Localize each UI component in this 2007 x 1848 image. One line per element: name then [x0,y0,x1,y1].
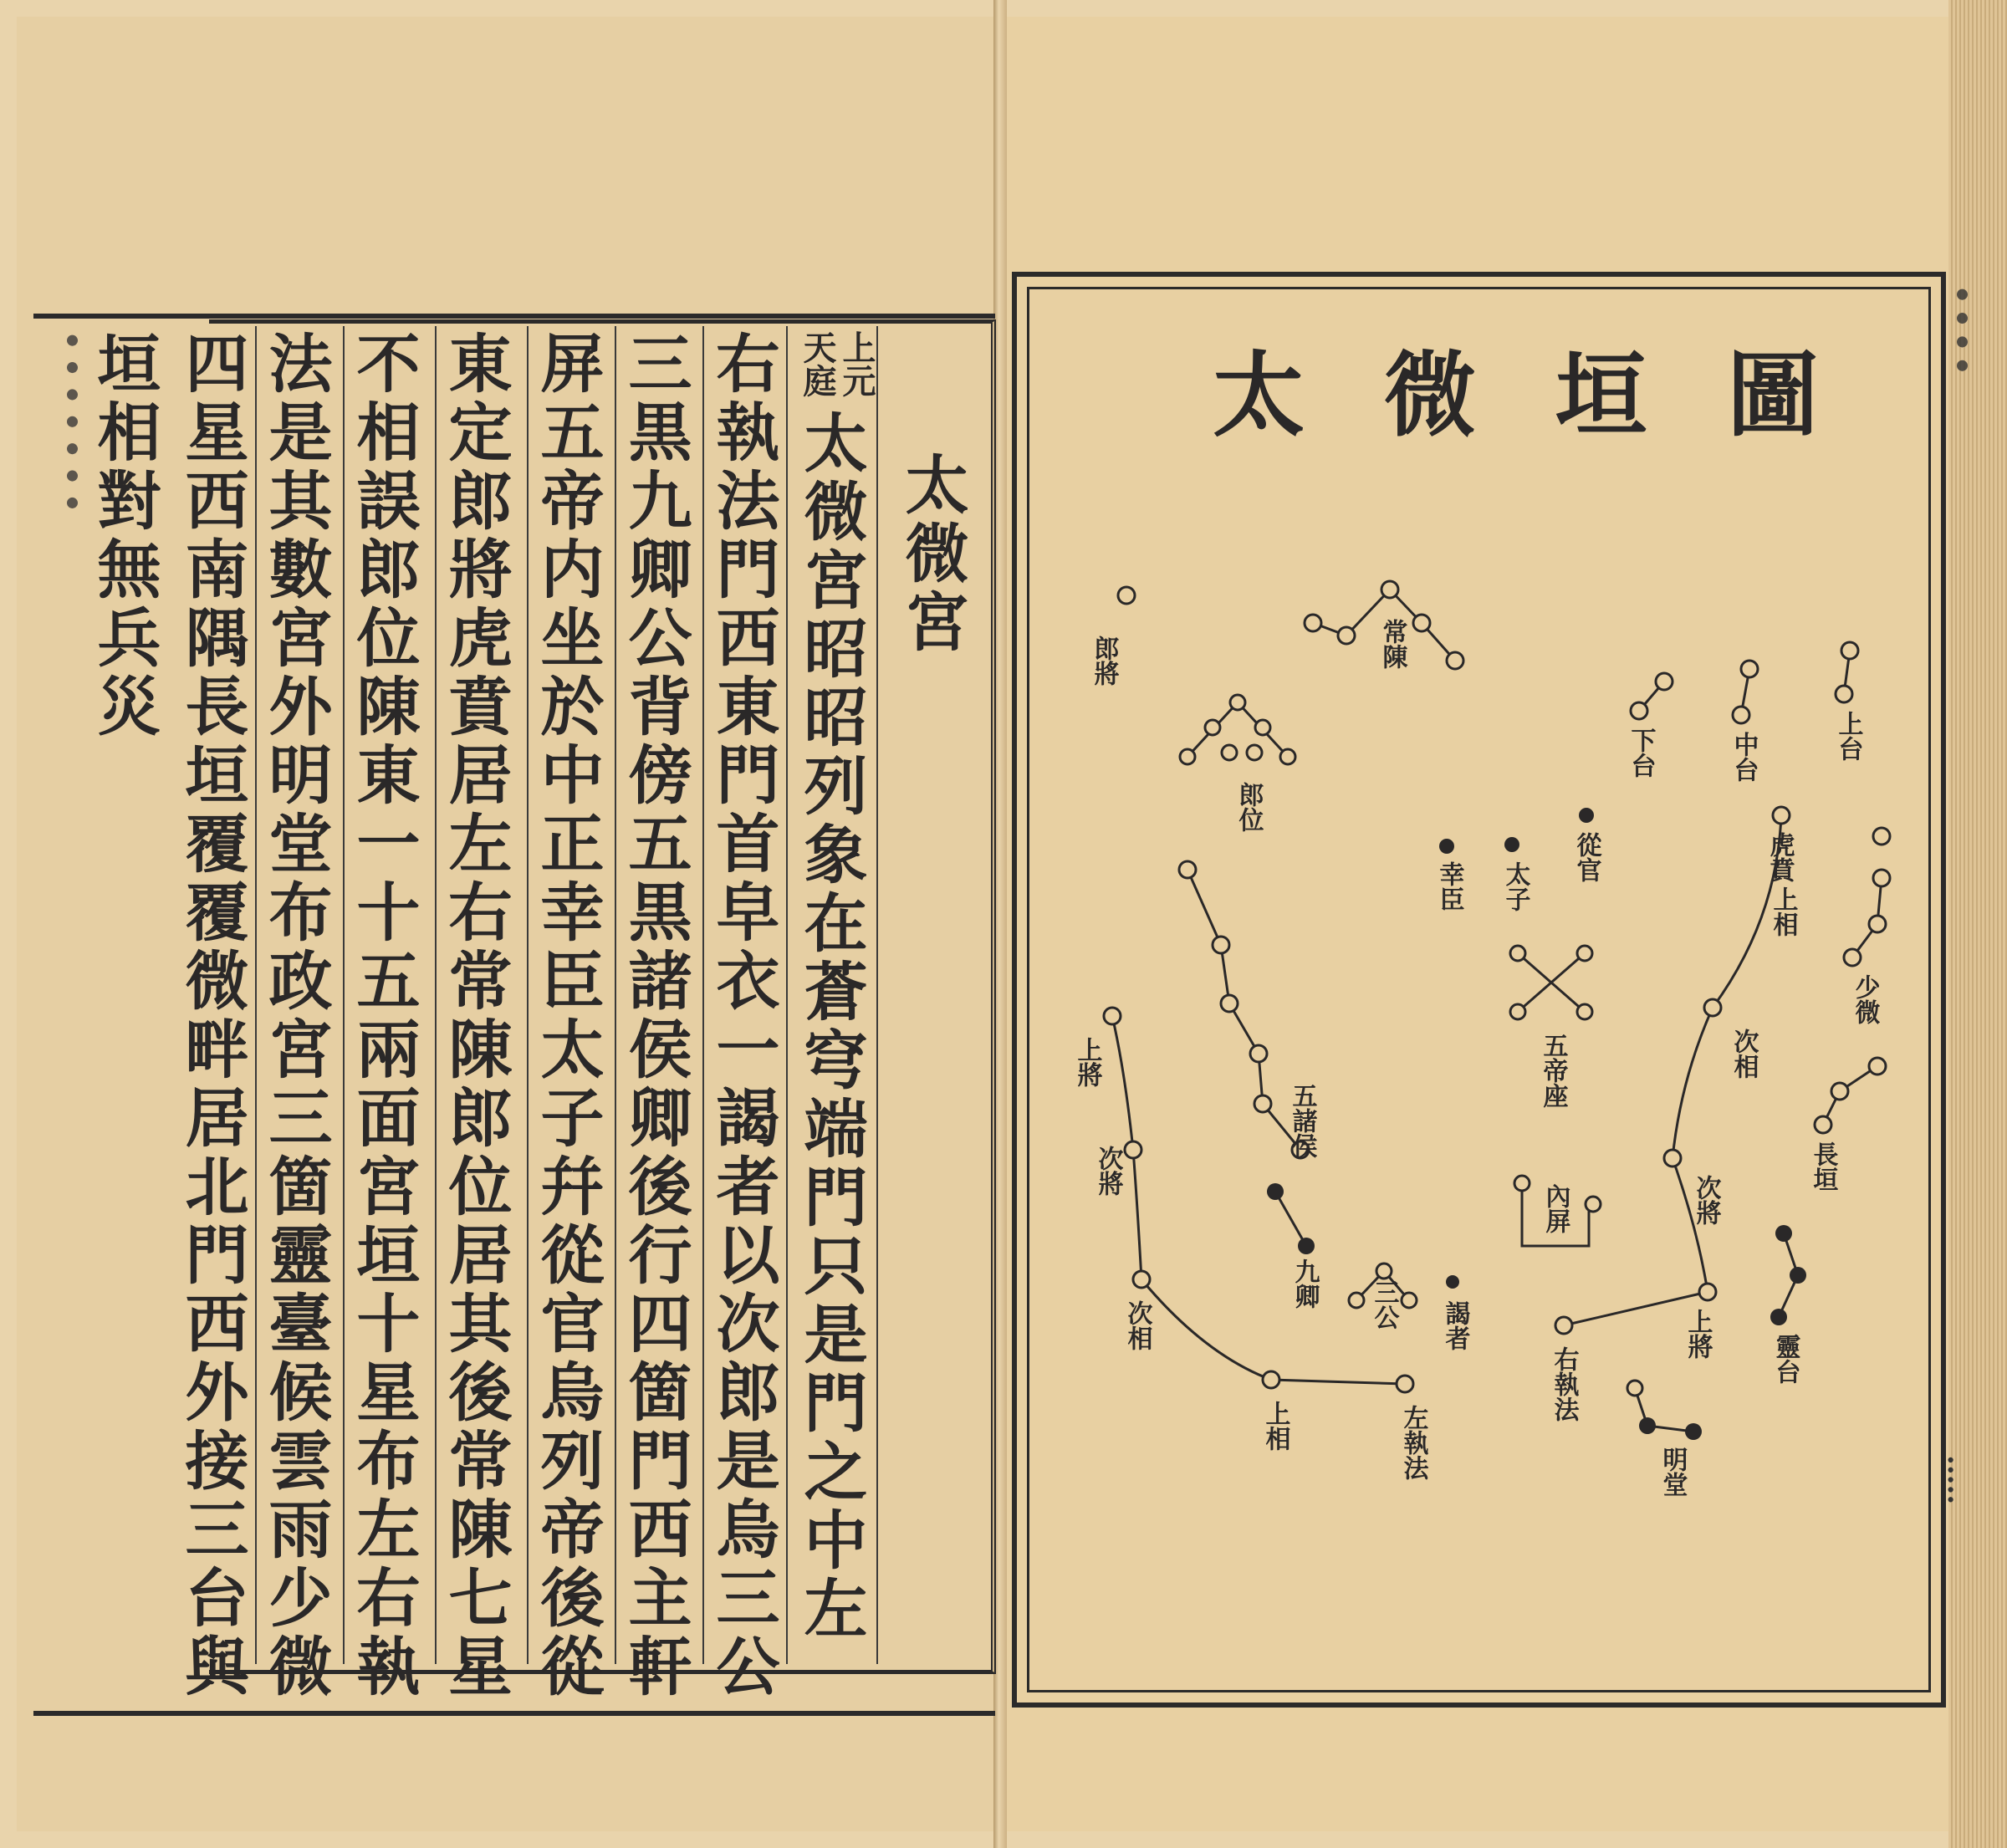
label-sangong: 三公 [1369,1279,1399,1330]
star [1699,1284,1716,1300]
label-wuzhuhou: 五諸侯 [1287,1083,1317,1158]
note-right: 上元 [837,330,876,397]
label-shangtai: 上台 [1833,711,1863,761]
star [1376,1263,1392,1279]
margin-text-right: ···· [1928,284,1997,380]
label-jiuqing: 九卿 [1289,1258,1320,1309]
note-left: 天庭 [798,330,837,397]
label-xiatai: 下台 [1626,727,1656,778]
label-cijiang-l: 次將 [1093,1146,1123,1196]
star [1873,870,1890,886]
label-congguan: 從官 [1571,832,1601,882]
text-column-3: 三黒九卿公背傍五黒諸侯卿後行四箇門西主軒 [618,330,692,1702]
star [1305,615,1321,631]
star [1205,720,1220,735]
star [1741,661,1758,677]
text-column-1: 太微宮昭昭列象在蒼穹端門只是門之中左 [794,410,868,1644]
text-column-5: 東定郎將虎賁居左右常陳郎位居其後常陳七星 [438,330,513,1702]
label-langjiang: 郎將 [1089,636,1119,686]
text-column-6: 不相誤郎位陳東一十五兩面宮垣十星布左右執 [346,330,421,1702]
star [1586,1197,1601,1212]
label-cixiang-l: 次相 [1122,1300,1152,1350]
star [1179,861,1196,878]
star [1841,642,1858,659]
label-shangxiang-r: 上相 [1768,886,1798,937]
star [1685,1423,1702,1440]
star [1230,695,1245,710]
star [1104,1008,1121,1024]
star [1263,1371,1279,1388]
star [1733,707,1749,723]
star [1180,749,1195,764]
diagram-title: 太微垣圖 [1213,341,1898,449]
star [1118,587,1135,604]
star [1631,702,1647,719]
label-wudizuo: 五帝座 [1538,1033,1568,1108]
text-column-8: 四星西南隅長垣覆覆微畔居北門西外接三台與 [175,330,249,1702]
label-cixiang-r: 次相 [1729,1029,1759,1079]
section-title: 太微宮 [895,452,969,657]
star [1439,839,1454,854]
line-left-wall [1112,1016,1405,1384]
label-zhongtai: 中台 [1729,732,1759,782]
star [1555,1317,1572,1334]
star [1510,946,1525,961]
star [1514,1176,1530,1191]
star [1255,720,1270,735]
star [1133,1271,1150,1288]
label-huben: 虎賁 [1764,832,1795,882]
label-changyuan: 長垣 [1808,1141,1838,1192]
label-mingtang: 明堂 [1657,1447,1688,1497]
label-youzhifa: 右執法 [1549,1346,1579,1422]
label-xingchen: 幸臣 [1434,861,1464,911]
star [1815,1116,1831,1133]
text-column-2: 右執法門西東門首皁衣一謁者以次郎是烏三公 [706,330,780,1702]
star [1250,1045,1267,1062]
star [1504,837,1519,852]
star [1213,937,1229,953]
dark-stars [1267,808,1806,1440]
star [1254,1095,1271,1112]
star [1397,1376,1413,1392]
star [1402,1293,1417,1308]
label-zuozhifa: 左執法 [1398,1405,1428,1480]
star [1247,745,1262,760]
label-lingtai: 靈台 [1770,1334,1800,1384]
label-neiping: 內屏 [1540,1183,1570,1233]
star [1280,749,1295,764]
label-shangjiang-l: 上將 [1072,1037,1102,1087]
star [1836,686,1852,702]
label-cijiang-r: 次將 [1691,1175,1721,1225]
star [1579,808,1594,823]
star [1869,1058,1886,1075]
star [1831,1083,1848,1100]
star [1298,1238,1315,1254]
star [1125,1141,1141,1158]
star [1656,673,1672,690]
star [1338,627,1355,644]
star-points [1104,581,1890,1396]
text-column-4: 屏五帝内坐於中正幸臣太子幷從官烏列帝後從 [530,330,605,1702]
star [1844,949,1861,966]
label-shaowei: 少微 [1850,974,1880,1024]
star [1639,1417,1656,1434]
star [1510,1004,1525,1019]
star [1221,995,1238,1012]
star [1577,946,1592,961]
star [1704,999,1721,1016]
line-jiuqing [1275,1192,1306,1246]
star [1222,745,1237,760]
label-changchen: 常陳 [1377,619,1407,669]
star [1349,1293,1364,1308]
text-column-9: 垣相對無兵災 [87,330,161,742]
label-langwei: 郎位 [1233,782,1264,832]
star [1447,652,1463,669]
margin-text-left: ······· [38,330,107,520]
star [1413,615,1430,631]
star [1627,1381,1642,1396]
text-column-7: 法是其數宮外明堂布政宮三箇靈臺候雲雨少微 [258,330,333,1702]
label-shangxiang-l: 上相 [1260,1401,1290,1451]
star [1790,1267,1806,1284]
star [1577,1004,1592,1019]
label-shangjiang-r: 上將 [1683,1309,1713,1359]
label-yezhe: 謁者 [1440,1300,1470,1350]
star [1446,1275,1459,1289]
star [1775,1225,1792,1242]
page-number-mark: ····· [1933,1455,1967,1505]
star [1770,1309,1787,1325]
star [1267,1183,1284,1200]
star [1664,1150,1681,1166]
label-taizi: 太子 [1500,861,1530,911]
star [1869,916,1886,932]
star [1873,828,1890,845]
star [1773,807,1790,824]
line-wuzhuhou [1187,870,1300,1150]
star [1381,581,1398,598]
